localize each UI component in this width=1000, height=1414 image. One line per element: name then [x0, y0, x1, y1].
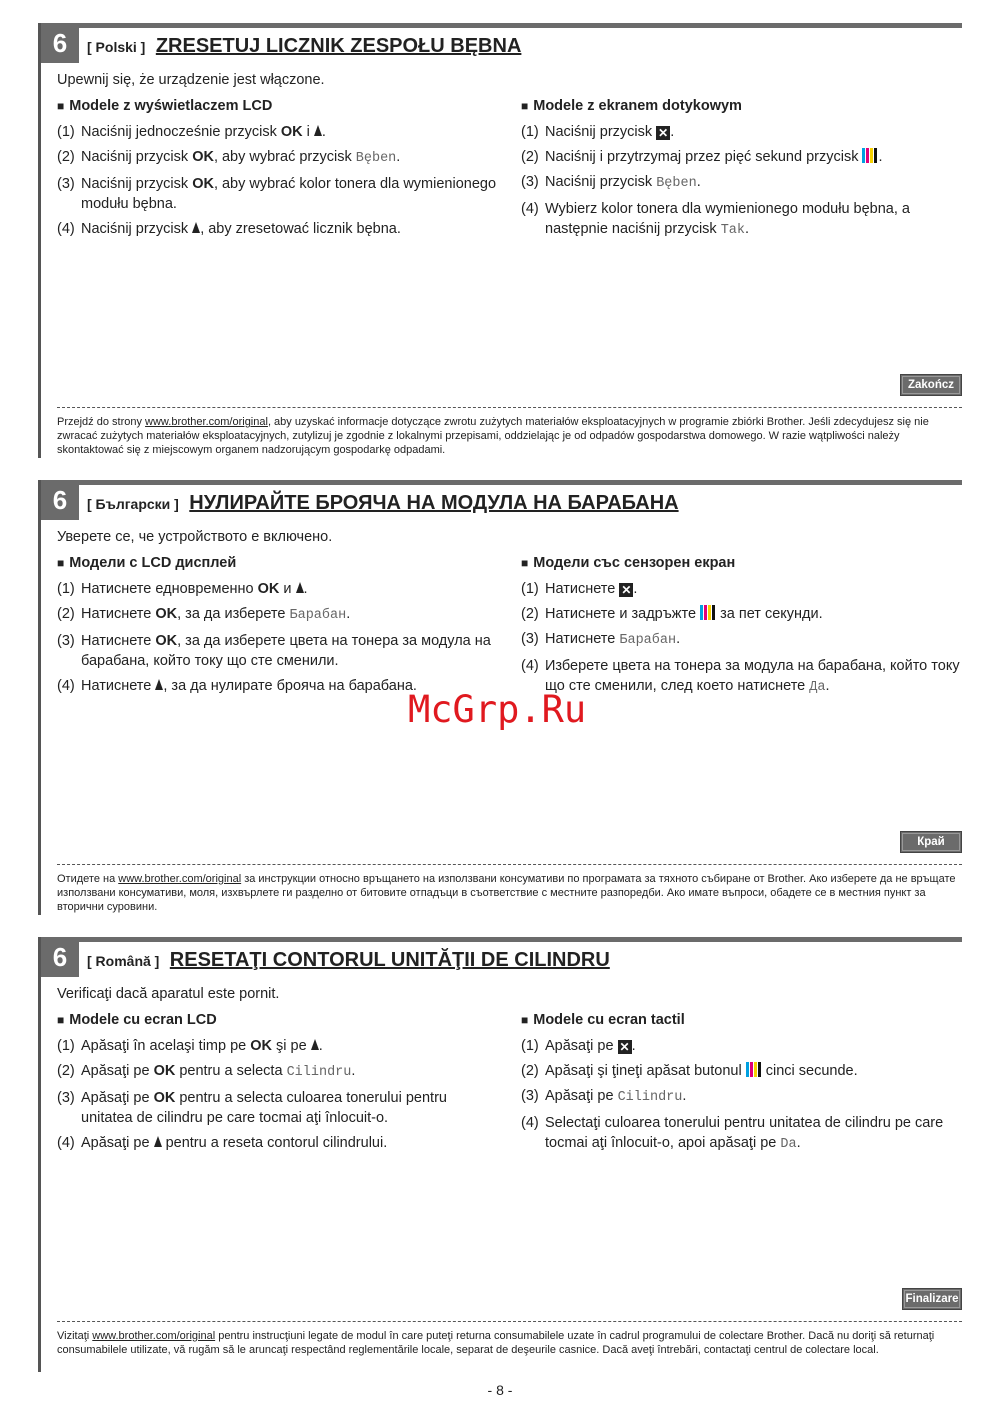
step-num: (3)	[521, 631, 539, 647]
step-text: , aby wybrać kolor tonera dla wymienionego modułu bębna.	[81, 176, 497, 212]
step-item	[521, 147, 961, 167]
recycling-note	[57, 1329, 962, 1357]
step-item	[57, 631, 502, 671]
step-text: Naciśnij przycisk	[81, 221, 193, 237]
step-item	[521, 1113, 961, 1155]
step-text: Изберете цвета на тонера за модула на барабана, който току що сте сменили, след което натиснете	[545, 658, 960, 694]
step-num: (3)	[57, 176, 75, 192]
step-num: (1)	[57, 1038, 75, 1054]
language-label: [ Polski ]	[87, 39, 146, 55]
step-item	[57, 147, 502, 169]
screen-option: Bęben	[656, 176, 697, 191]
touchscreen-models-heading-text: Модели със сензорен екран	[533, 555, 736, 571]
step-num: (2)	[521, 1063, 539, 1079]
step-text: .	[631, 1038, 636, 1054]
step-text: Натиснете	[545, 581, 620, 597]
finish-badge: Край	[900, 831, 962, 853]
step-num: (2)	[57, 1063, 75, 1079]
step-item	[57, 174, 502, 214]
step-text: cinci secunde.	[761, 1063, 858, 1079]
step-text: .	[745, 221, 750, 237]
step-text: Apăsaţi pe	[81, 1135, 154, 1151]
step-text: .	[321, 124, 326, 140]
section-left-rule	[38, 937, 41, 1372]
ok-key: OK	[257, 581, 280, 597]
step-num: (1)	[521, 124, 539, 140]
screen-option: Da	[780, 1137, 797, 1152]
toner-colors-icon	[746, 1062, 762, 1077]
ok-key: OK	[192, 149, 214, 165]
step-num: (1)	[521, 581, 539, 597]
screen-option: Барабан	[289, 608, 347, 623]
brother-link[interactable]: www.brother.com/original	[118, 873, 242, 885]
touchscreen-models-heading-text: Modele z ekranem dotykowym	[533, 98, 742, 114]
heading: НУЛИРАЙТЕ БРОЯЧА НА МОДУЛА НА БАРАБАНА	[189, 492, 679, 514]
step-num: (3)	[521, 174, 539, 190]
step-text: Натиснете едновременно	[81, 581, 258, 597]
step-item	[57, 1133, 502, 1153]
step-num: (1)	[57, 581, 75, 597]
step-item	[57, 1088, 502, 1128]
section-top-rule	[38, 480, 962, 485]
step-text: .	[633, 581, 638, 597]
step-text: Naciśnij przycisk	[81, 149, 193, 165]
heading: RESETAŢI CONTORUL UNITĂŢII DE CILINDRU	[169, 949, 610, 971]
step-num: (4)	[57, 678, 75, 694]
step-text: , aby wybrać przycisk	[213, 149, 356, 165]
brother-link[interactable]: www.brother.com/original	[92, 1330, 216, 1342]
step-item	[57, 122, 502, 142]
dashed-divider	[57, 1321, 962, 1322]
lcd-models-heading: ■ Модели с LCD дисплей	[57, 555, 237, 571]
recycling-note	[57, 415, 962, 457]
section-romanian	[38, 937, 962, 1372]
step-text: Apăsaţi şi ţineţi apăsat butonul	[545, 1063, 746, 1079]
step-text: .	[676, 631, 681, 647]
step-text: , за да изберете	[177, 606, 290, 622]
toner-colors-icon	[700, 605, 716, 620]
step-text: Naciśnij i przytrzymaj przez pięć sekund przycisk	[545, 149, 863, 165]
up-triangle-icon	[314, 125, 322, 136]
step-item	[521, 1036, 961, 1056]
section-title	[87, 492, 679, 515]
step-text: , за да изберете цвета на тонера за модула на барабана, който току що сте сменили.	[81, 633, 491, 669]
section-polski	[38, 23, 962, 458]
lcd-models-column	[57, 1012, 502, 1158]
intro-text: Уверете се, че устройството е включено.	[57, 529, 333, 545]
step-text: .	[696, 174, 701, 190]
intro-text: Verificaţi dacă aparatul este pornit.	[57, 986, 280, 1002]
step-text: Naciśnij przycisk	[545, 124, 657, 140]
step-text: .	[796, 1135, 801, 1151]
lcd-models-heading-text: Modele cu ecran LCD	[69, 1012, 217, 1028]
step-num: (4)	[57, 1135, 75, 1151]
step-text: Apăsaţi pe	[545, 1088, 618, 1104]
step-num: (3)	[57, 1090, 75, 1106]
section-title	[87, 949, 610, 972]
step-num: (1)	[521, 1038, 539, 1054]
step-text: , aby zresetować licznik bębna.	[200, 221, 401, 237]
step-text: .	[670, 124, 675, 140]
finish-badge: Finalizare	[902, 1288, 962, 1310]
step-text: pentru a selecta	[175, 1063, 287, 1079]
step-text: и	[279, 581, 296, 597]
step-text: .	[351, 1063, 356, 1079]
screen-option: Cilindru	[617, 1090, 683, 1105]
ok-key: OK	[192, 176, 214, 192]
touchscreen-models-column	[521, 1012, 961, 1160]
note-text: Przejdź do strony	[57, 416, 146, 428]
step-text: Натиснете	[81, 678, 156, 694]
step-item	[57, 219, 502, 239]
language-label: [ Български ]	[87, 496, 179, 512]
step-text: Натиснете	[81, 606, 156, 622]
step-item	[57, 1036, 502, 1056]
step-text: .	[682, 1088, 687, 1104]
page-number: - 8 -	[487, 1382, 513, 1398]
step-text: Apăsaţi pe	[545, 1038, 618, 1054]
step-text: Naciśnij przycisk	[81, 176, 193, 192]
language-label: [ Română ]	[87, 953, 160, 969]
section-left-rule	[38, 23, 41, 458]
screen-option: Барабан	[619, 633, 677, 648]
step-item	[521, 122, 961, 142]
step-item	[57, 1061, 502, 1083]
step-num: (3)	[521, 1088, 539, 1104]
step-text: .	[303, 581, 308, 597]
step-text: Apăsaţi pe	[81, 1063, 154, 1079]
step-num: (2)	[57, 149, 75, 165]
step-num: (4)	[521, 658, 539, 674]
step-num: (4)	[521, 201, 539, 217]
heading: ZRESETUJ LICZNIK ZESPOŁU BĘBNA	[155, 35, 522, 57]
intro-text: Upewnij się, że urządzenie jest włączone.	[57, 72, 325, 88]
ok-key: OK	[280, 124, 303, 140]
step-num: (2)	[521, 149, 539, 165]
step-item	[57, 579, 502, 599]
ok-key: OK	[155, 633, 178, 649]
x-box-icon: ✕	[658, 126, 669, 140]
brother-link[interactable]: www.brother.com/original	[145, 416, 268, 428]
step-item	[521, 1061, 961, 1081]
lcd-models-heading-text: Модели с LCD дисплей	[69, 555, 237, 571]
touchscreen-models-heading: ■ Modele z ekranem dotykowym	[521, 98, 742, 114]
step-text: .	[396, 149, 401, 165]
section-title	[87, 35, 521, 58]
screen-option: Да	[809, 680, 826, 695]
step-num: (1)	[57, 124, 75, 140]
section-top-rule	[38, 23, 962, 28]
note-text: за инструкции относно връщането на използвани консумативи по програмата за тяхното събиране от Brother. Ако изберете да не връщате използвани консумативи, моля, изхвърлете ги разделно от битовите отпадъци в съответствие с местните разпоредби. Ако имате въпроси, обадете се в местния пункт за вторични суровини.	[57, 873, 956, 913]
lcd-models-column	[57, 98, 502, 244]
step-text: şi pe	[272, 1038, 311, 1054]
step-num: (4)	[57, 221, 75, 237]
step-text: .	[825, 678, 830, 694]
step-text: Naciśnij przycisk	[545, 174, 657, 190]
x-box-icon: ✕	[619, 1040, 630, 1054]
section-left-rule	[38, 480, 41, 915]
lcd-models-heading-text: Modele z wyświetlaczem LCD	[69, 98, 273, 114]
toner-colors-icon	[862, 148, 878, 163]
touchscreen-models-heading: ■ Модели със сензорен екран	[521, 555, 736, 571]
section-top-rule	[38, 937, 962, 942]
step-text: .	[318, 1038, 323, 1054]
step-item	[521, 199, 961, 241]
ok-key: OK	[153, 1090, 176, 1106]
note-text: Vizitaţi	[57, 1330, 93, 1342]
step-text: Apăsaţi în acelaşi timp pe	[81, 1038, 251, 1054]
step-text: Натиснете	[81, 633, 156, 649]
screen-option: Cilindru	[286, 1065, 352, 1080]
step-text: i	[302, 124, 314, 140]
lcd-models-heading: ■ Modele z wyświetlaczem LCD	[57, 98, 273, 114]
screen-option: Bęben	[355, 151, 397, 166]
up-triangle-icon	[192, 222, 200, 233]
x-box-icon: ✕	[621, 583, 632, 597]
note-text: Отидете на	[57, 873, 119, 885]
note-text: pentru instrucţiuni legate de modul în care puteţi returna consumabilele uzate în cadrul programului de colectare Brother. Dacă nu doriţi să returnaţi consumabilele utilizate, vă rugăm să le aruncaţi respectând reglementările locale, separat de deşeurile casnice. Dacă aveţi întrebări, contactaţi centrul de colectare local.	[57, 1330, 935, 1356]
step-text: Selectaţi culoarea tonerului pentru unitatea de cilindru pe care tocmai aţi înlocuit-o, apoi apăsaţi pe	[545, 1115, 944, 1151]
recycling-note	[57, 872, 962, 914]
up-triangle-icon	[296, 582, 304, 593]
step-num: (2)	[521, 606, 539, 622]
up-triangle-icon	[311, 1039, 319, 1050]
screen-option: Tak	[720, 223, 746, 238]
step-text: , за да нулирате брояча на барабана.	[163, 678, 417, 694]
step-text: Натиснете и задръжте	[545, 606, 701, 622]
step-text: Apăsaţi pe	[81, 1090, 154, 1106]
step-item	[57, 604, 502, 626]
step-num: (2)	[57, 606, 75, 622]
ok-key: OK	[153, 1063, 176, 1079]
touchscreen-models-heading: ■ Modele cu ecran tactil	[521, 1012, 685, 1028]
up-triangle-icon	[154, 1136, 162, 1147]
step-text: Naciśnij jednocześnie przycisk	[81, 124, 281, 140]
touchscreen-models-heading-text: Modele cu ecran tactil	[533, 1012, 685, 1028]
note-text: , aby uzyskać informacje dotyczące zwrotu zużytych materiałów eksploatacyjnych w programie zbiórki Brother. Jeśli zdecydujesz się nie zwracać zużytych materiałów eksploatacyjnych, zutylizuj je zgodnie z lokalnymi przepisami, oddzielając je od odpadów gospodarstwa domowego. W razie wątpliwości należy skontaktować się z miejscowym organem nadzorującym gospodarkę odpadami.	[57, 416, 929, 456]
step-item	[521, 1086, 961, 1108]
step-num: (4)	[521, 1115, 539, 1131]
lcd-models-column	[57, 555, 502, 701]
step-item	[521, 656, 961, 698]
step-text: pentru a selecta culoarea tonerului pentru unitatea de cilindru pe care tocmai aţi înlocuit-o.	[81, 1090, 447, 1126]
touchscreen-models-column	[521, 98, 961, 246]
finish-badge: Zakończ	[900, 374, 962, 396]
dashed-divider	[57, 864, 962, 865]
step-text: .	[346, 606, 351, 622]
watermark: McGrp.Ru	[408, 688, 587, 731]
step-number: 6	[41, 937, 79, 977]
step-num: (3)	[57, 633, 75, 649]
step-text: за пет секунди.	[716, 606, 823, 622]
dashed-divider	[57, 407, 962, 408]
step-item	[521, 579, 961, 599]
step-text: Wybierz kolor tonera dla wymienionego modułu bębna, a następnie naciśnij przycisk	[545, 201, 910, 237]
ok-key: OK	[250, 1038, 273, 1054]
step-number: 6	[41, 23, 79, 63]
step-text: .	[878, 149, 883, 165]
ok-key: OK	[155, 606, 178, 622]
lcd-models-heading: ■ Modele cu ecran LCD	[57, 1012, 217, 1028]
step-text: Натиснете	[545, 631, 620, 647]
step-item	[521, 629, 961, 651]
step-number: 6	[41, 480, 79, 520]
step-text: pentru a reseta contorul cilindrului.	[161, 1135, 388, 1151]
step-item	[521, 604, 961, 624]
touchscreen-models-column	[521, 555, 961, 703]
step-item	[521, 172, 961, 194]
